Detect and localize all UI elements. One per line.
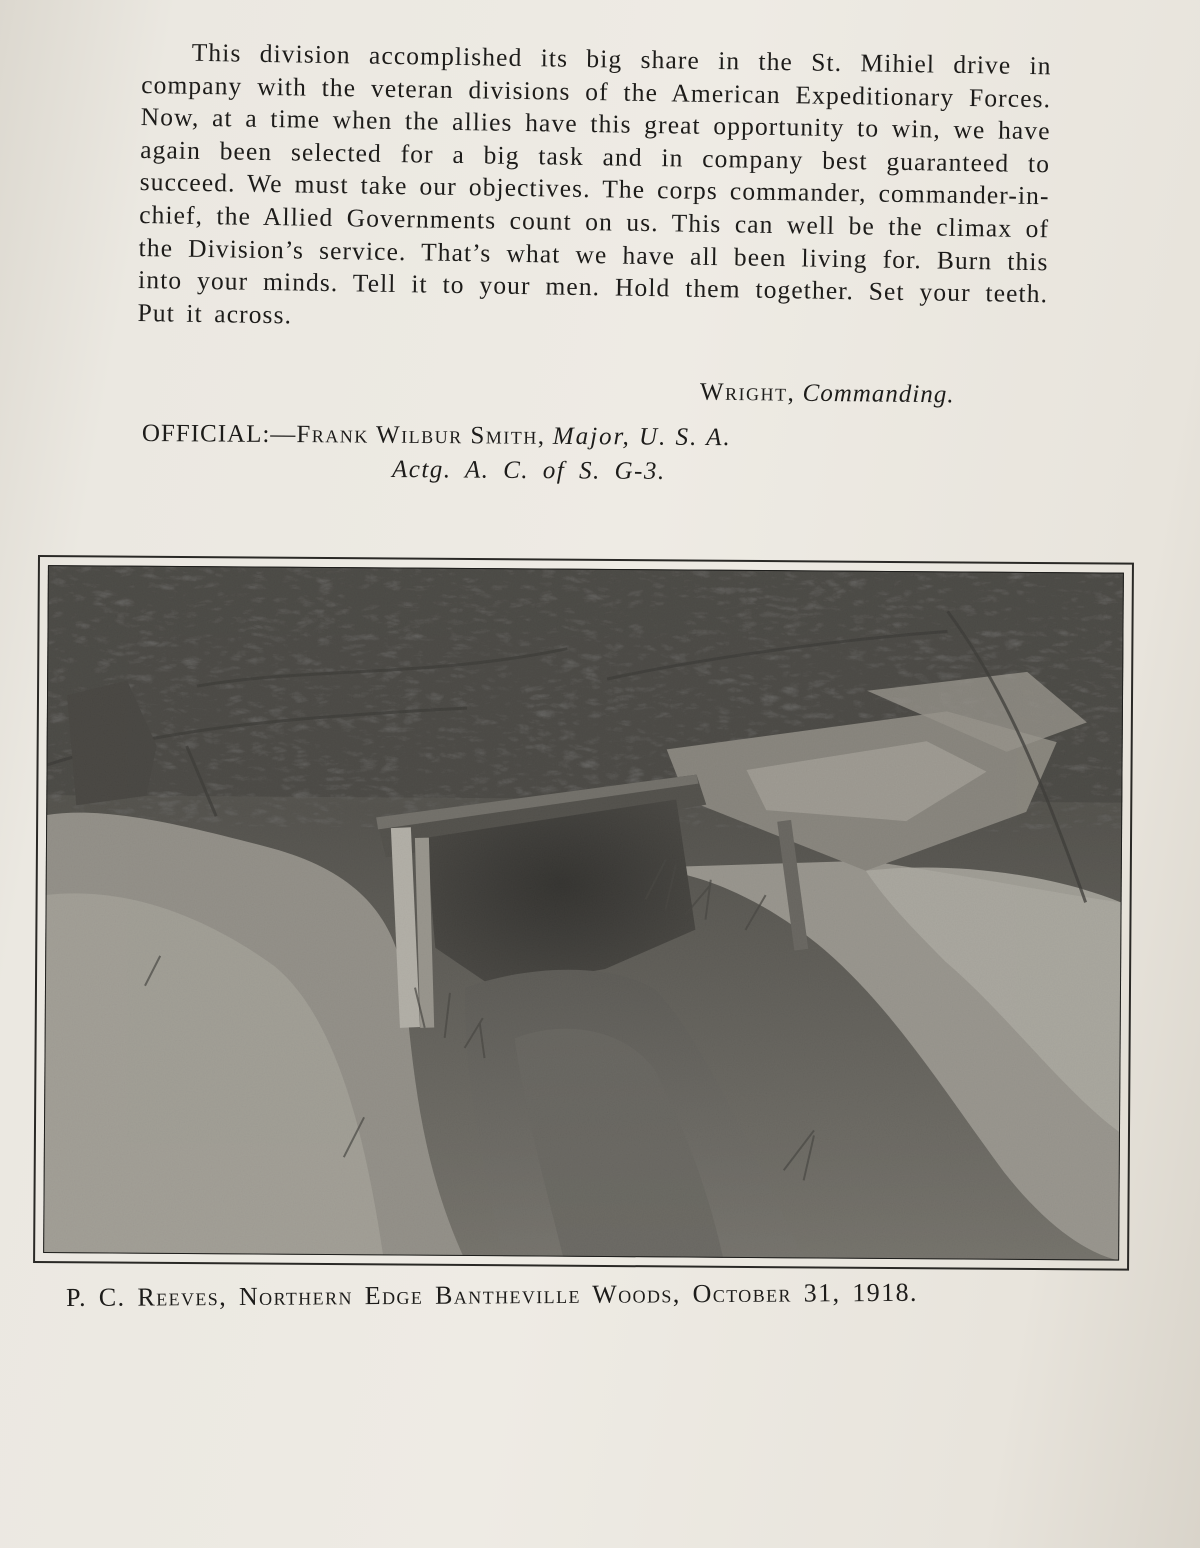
photo-frame	[33, 555, 1134, 1271]
photo-caption: P. C. Reeves, Northern Edge Bantheville Woods, October 31, 1918.	[66, 1277, 918, 1312]
order-paragraph: This division accomplished its big share in the St. Mihiel drive in company with the veteran divisions of the American Expeditionary Forces. Now, at a time when the allies have this great opportunity to win, we have again been selected for a big task and in company best guaranteed to succeed. We must take our objectives. The corps commander, commander-in-chief, the Allied Governments count on us. This can well be the climax of the Division’s service. That’s what we have all been living for. Burn this into your minds. Tell it to your men. Hold them together. Set your teeth. Put it across.	[137, 37, 1052, 330]
official-position: Actg. A. C. of S. G-3.	[391, 456, 666, 485]
official-label: OFFICIAL:—	[141, 420, 297, 449]
official-name: Frank Wilbur Smith,	[296, 421, 546, 450]
signature-line	[700, 379, 955, 410]
dugout-photo	[43, 565, 1124, 1260]
official-rank: Major, U. S. A.	[552, 422, 732, 452]
official-line	[142, 420, 732, 452]
signature-name: Wright,	[699, 378, 796, 407]
signature-title: Commanding.	[802, 379, 955, 409]
